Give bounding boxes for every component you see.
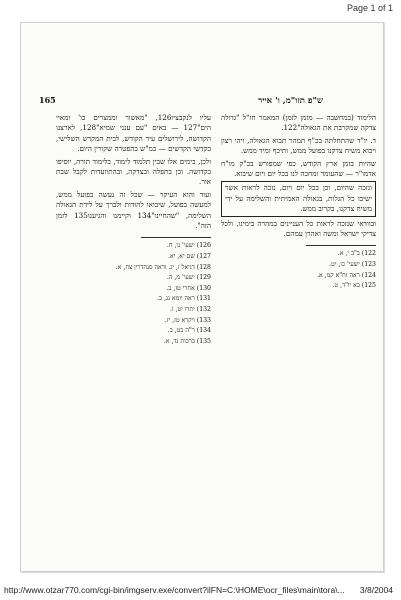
right-text-column xyxy=(221,113,376,293)
footnote: 124) ראה זח"א קמ, א. xyxy=(317,271,376,279)
footnote-divider xyxy=(141,237,211,238)
footnote: 131) ראה יומא נג, ב. xyxy=(157,295,211,303)
footnote: 126) ישעי' נו, ח. xyxy=(166,242,211,250)
footnote: 125) בא יו"ד, ט. xyxy=(332,282,376,290)
boxed-paragraph: ונזכה שהיום, וכן בכל יום ויום, נזכה לראות אשר ישיבו כל הגלות, בגאולה האמיתית והשלימה על ידי משיח צדקנו, בקרוב ממש. xyxy=(221,181,376,216)
footnote: 130) אחרי טז, ב. xyxy=(166,284,211,292)
footnote: 132) יתרו יט, ו. xyxy=(169,306,211,314)
footnote: 134) ר"ה כט, ב. xyxy=(167,327,211,335)
footnote: 123) ישעי' כו, יט. xyxy=(329,261,376,269)
footnote: 127) שם יא, יא. xyxy=(168,253,211,261)
footnote: 133) ויקרא טז, יז. xyxy=(164,316,211,324)
left-text-column xyxy=(56,113,211,348)
paragraph: שהיות בזמן ארץ הקודש, כפי שמפורש בכ"ק מו"ח אדמו"ר — שהעומד ומחכה לנו בכל יום ויום שיבוא. xyxy=(221,158,376,179)
paragraph: ועוד והוא העיקר — שכל זה נעשה בפועל ממש, למעשה בפועל, שיבואו להודות ולברך על לידת הגאולה השלימה, "שהחיינו"134 וקיימנו והגיענו135 לזמן הזה". xyxy=(56,189,212,231)
running-header: ש"פ תזו"מ, ו' אייר xyxy=(258,96,323,106)
browser-page-indicator: Page 1 of 1 xyxy=(346,3,393,13)
footnote-divider xyxy=(306,245,376,246)
source-url[interactable]: http://www.otzar770.com/cgi-bin/imgserv.exe/convert?ilFN=C:\HOME\ocr_files\main\tora\... xyxy=(4,585,345,595)
paragraph: ובוודאי שנזכה לראות כל העניינים במהרה בימינו, ולכל צדיקי ישראל ומשה ואהרן עמהם. xyxy=(221,218,376,239)
footnote: 129) ישעי' מ, ה. xyxy=(166,274,211,282)
paragraph: ד. יו"ד שהתחלתה בכ"ף תמהר תבוא הגאולה, ויהי רצון ויבוא משיח צדקנו בפועל ממש, ותיכף ומיד ממש. xyxy=(221,135,376,156)
print-date: 3/8/2004 xyxy=(359,585,393,595)
page-number: 165 xyxy=(39,95,56,105)
paragraph: הלימוד (במחשבה — מזמן לזמן) המאמר חז"ל "גדולה צדקה שמקרבת את הגאולה"122. xyxy=(221,113,376,133)
footnote: 122) ב"ב י, א. xyxy=(337,250,376,258)
paragraph: עליו לנקבציו126, "מאשור וממצרים כו' ומאיי הים"127 — באים "עם ענני שמיא"128, לארצנו הקדושה, לירושלים עיר הקודש, לבית המקדש השלישי, בקדשי הקדשים — כמ"ש בהפטרה שקורין היום. xyxy=(56,113,211,154)
footnote: 135) ברכות נד, א. xyxy=(163,337,211,345)
footnote: 128) דניאל ז, יג. וראה סנהדרין צח, א. xyxy=(115,263,211,271)
paragraph: ולכן, בימים אלו שבין תלמוד לימוד, בלימוד תורה, יוסיפו בקדושה. וכן בתפלה ובצדקה, ובהתוועדות לקבל שבת אור. xyxy=(56,156,211,187)
scanned-page xyxy=(20,22,384,572)
